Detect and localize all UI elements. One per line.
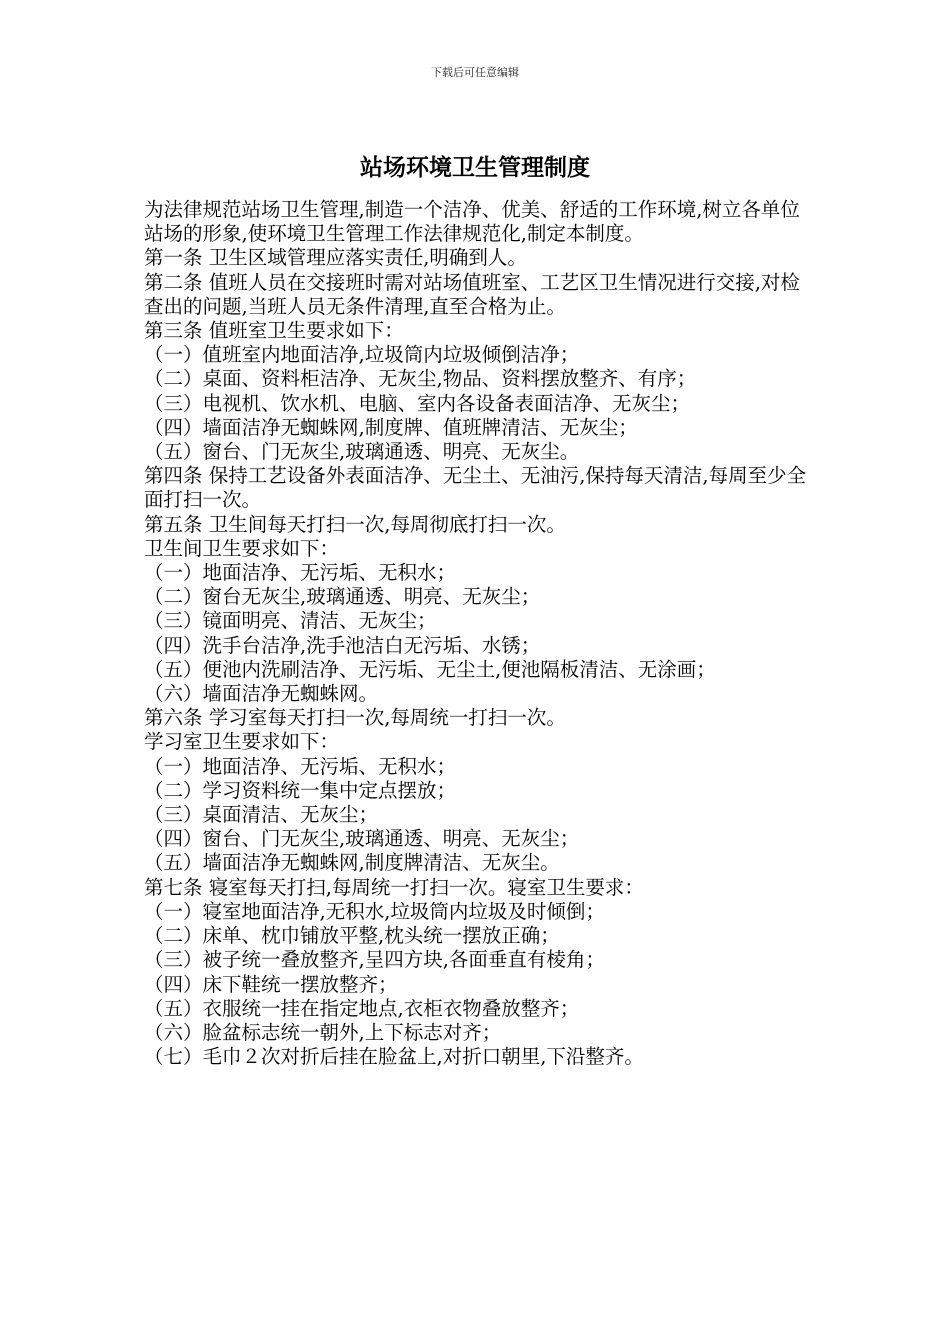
list-item: （三）镜面明亮、清洁、无灰尘； (144, 609, 437, 633)
list-item: （二）床单、枕巾铺放平整,枕头统一摆放正确； (144, 924, 560, 948)
list-item: （四）床下鞋统一摆放整齐； (144, 972, 398, 996)
list-item: （五）衣服统一挂在指定地点,衣柜衣物叠放整齐； (144, 996, 580, 1020)
list-item: （四）墙面洁净无蜘蛛网,制度牌、值班牌清洁、无灰尘； (144, 415, 638, 439)
section-heading: 卫生间卫生要求如下： (144, 536, 340, 560)
list-item: （二）桌面、资料柜洁净、无灰尘,物品、资料摆放整齐、有序； (144, 367, 697, 391)
article-1: 第一条 卫生区域管理应落实责任,明确到人。 (144, 246, 527, 270)
list-item: （一）寝室地面洁净,无积水,垃圾筒内垃圾及时倾倒； (144, 899, 605, 923)
list-item: （三）电视机、饮水机、电脑、室内各设备表面洁净、无灰尘； (144, 391, 691, 415)
section-heading: 学习室卫生要求如下： (144, 730, 340, 754)
list-item: （五）窗台、门无灰尘,玻璃通透、明亮、无灰尘。 (144, 440, 580, 464)
list-item: （二）学习资料统一集中定点摆放； (144, 778, 457, 802)
list-item: （七）毛巾２次对折后挂在脸盆上,对折口朝里,下沿整齐。 (144, 1045, 644, 1069)
header-note: 下载后可任意编辑 (431, 66, 519, 79)
intro-paragraph: 为法律规范站场卫生管理,制造一个洁净、优美、舒适的工作环境,树立各单位站场的形象,使环境卫生管理工作法律规范化,制定本制度。 (144, 198, 800, 246)
list-item: （二）窗台无灰尘,玻璃通透、明亮、无灰尘； (144, 585, 541, 609)
list-item: （六）脸盆标志统一朝外,上下标志对齐； (144, 1020, 502, 1044)
article-6: 第六条 学习室每天打扫一次,每周统一打扫一次。 (144, 706, 566, 730)
list-item: （五）便池内洗刷洁净、无污垢、无尘土,便池隔板清洁、无涂画； (144, 657, 716, 681)
article-5: 第五条 卫生间每天打扫一次,每周彻底打扫一次。 (144, 512, 566, 536)
document-body (144, 198, 809, 1069)
article-3: 第三条 值班室卫生要求如下： (144, 319, 404, 343)
article-7: 第七条 寝室每天打扫,每周统一打扫一次。寝室卫生要求： (144, 875, 644, 899)
list-item: （六）墙面洁净无蜘蛛网。 (144, 682, 379, 706)
list-item: （四）窗台、门无灰尘,玻璃通透、明亮、无灰尘； (144, 827, 580, 851)
list-item: （一）值班室内地面洁净,垃圾筒内垃圾倾倒洁净； (144, 343, 580, 367)
list-item: （三）被子统一叠放整齐,呈四方块,各面垂直有棱角； (144, 948, 605, 972)
article-4: 第四条 保持工艺设备外表面洁净、无尘土、无油污,保持每天清洁,每周至少全面打扫一次。 (144, 464, 807, 512)
list-item: （三）桌面清洁、无灰尘； (144, 803, 379, 827)
list-item: （一）地面洁净、无污垢、无积水； (144, 754, 457, 778)
list-item: （五）墙面洁净无蜘蛛网,制度牌清洁、无灰尘。 (144, 851, 560, 875)
article-2: 第二条 值班人员在交接班时需对站场值班室、工艺区卫生情况进行交接,对检查出的问题,当班人员无条件清理,直至合格为止。 (144, 270, 800, 318)
document-title: 站场环境卫生管理制度 (360, 154, 590, 181)
list-item: （一）地面洁净、无污垢、无积水； (144, 561, 457, 585)
list-item: （四）洗手台洁净,洗手池洁白无污垢、水锈； (144, 633, 541, 657)
